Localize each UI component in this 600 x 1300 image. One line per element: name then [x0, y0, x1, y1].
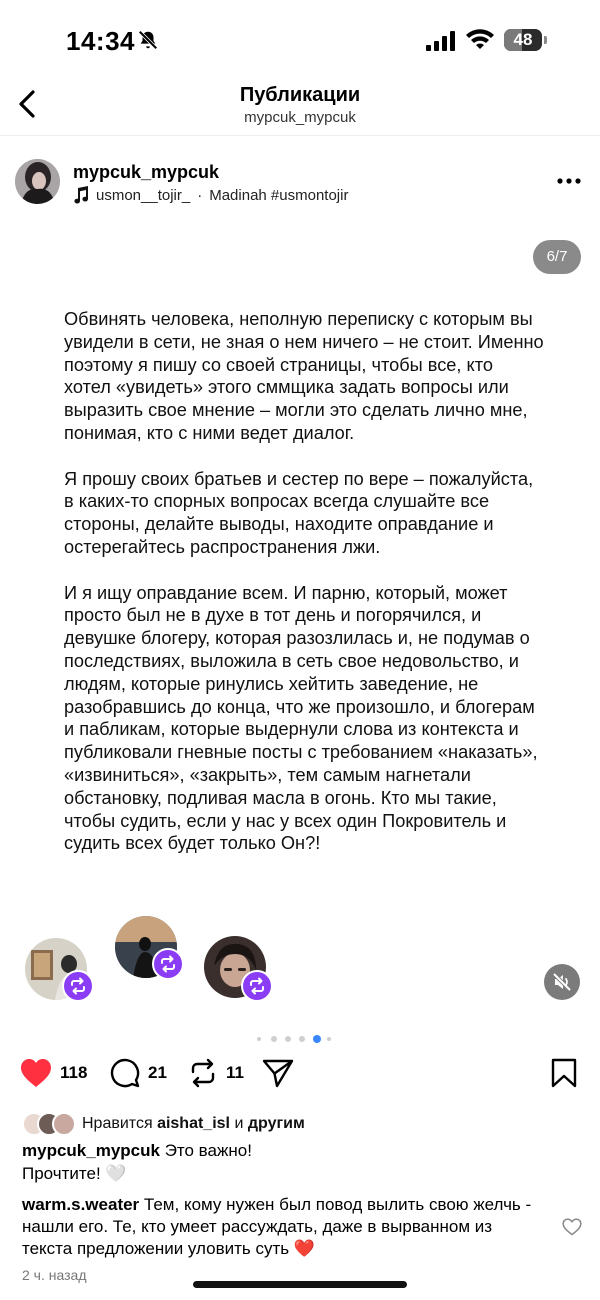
- post-timestamp: 2 ч. назад: [22, 1267, 87, 1283]
- caption-text-2: Прочтите! 🤍: [22, 1164, 127, 1183]
- caption-username[interactable]: mypcuk_mypcuk: [22, 1141, 160, 1160]
- post-media[interactable]: [0, 218, 600, 1018]
- page-title: Публикации: [239, 84, 361, 106]
- comments-count[interactable]: 21: [148, 1063, 167, 1082]
- wifi-icon: [466, 29, 494, 51]
- author-username[interactable]: mypcuk_mypcuk: [73, 162, 220, 182]
- carousel-page-badge: 6/7: [533, 240, 581, 274]
- battery-indicator: [504, 29, 548, 51]
- mute-toggle-button[interactable]: [544, 964, 580, 1000]
- music-separator: ·: [197, 186, 203, 204]
- cellular-signal-icon: [426, 31, 458, 51]
- music-track: Madinah #usmontojir: [209, 186, 349, 204]
- page-subtitle: mypcuk_mypcuk: [244, 109, 356, 126]
- carousel-dot: [313, 1035, 321, 1043]
- collaborator-badge-1: [62, 970, 94, 1002]
- home-indicator[interactable]: [193, 1281, 407, 1288]
- repost-arrows-icon[interactable]: [188, 1058, 218, 1088]
- comment-like-heart-icon[interactable]: [562, 1218, 582, 1236]
- post-paragraph-3: И я ищу оправдание всем. И парню, который, может просто был не в духе в тот день и погорячился, и девушке блогеру, которая разозлилась и, не подумав о последствиях, выложила в сеть свое недовольство, и людям, которые ринулись хейтить заведение, не разобравшись до конца, что же произошло, и блогерам и пабликам, которые выдернули слова из контекста и публиковали гневные посты с требованием «наказать», «извиниться», «закрыть», тем самым нагнетали обстановку, подливая масла в огонь. Кто мы такие, чтобы судить, если у нас у всех один Покровитель и судить всех будет только Он?!: [64, 582, 538, 854]
- post-header: [0, 150, 600, 216]
- more-options-icon[interactable]: [556, 177, 582, 185]
- comment-username[interactable]: warm.s.weater: [22, 1195, 140, 1214]
- post-caption: [22, 1139, 562, 1185]
- collaborator-badge-3: [241, 970, 273, 1002]
- comment-text: Тем, кому нужен был повод вылить свою желчь - нашли его. Те, кто умеет рассуждать, даже в вырванном из текста предложении уловить суть ❤️: [22, 1195, 532, 1258]
- comment-bubble-icon[interactable]: [110, 1058, 140, 1088]
- carousel-dot: [271, 1036, 277, 1042]
- battery-percent: 48: [513, 30, 533, 49]
- likes-count[interactable]: 118: [60, 1063, 88, 1082]
- carousel-dots: [0, 1036, 600, 1044]
- post-paragraph-1: Обвинять человека, неполную переписку с которым вы увидели в сети, не зная о нем ничего – не стоит. Именно поэтому я пишу со своей страницы, чтобы все, кто хотел «увидеть» этого сммщика задать вопросы или выразить свое мнение – могли это сделать лично мне, понимая, кто с ними ведет диалог.: [64, 309, 544, 443]
- bookmark-icon[interactable]: [550, 1058, 578, 1088]
- send-paper-plane-icon[interactable]: [262, 1058, 294, 1088]
- repost-icon: [69, 977, 87, 995]
- nav-header: [0, 80, 600, 136]
- post-paragraph-2: Я прошу своих братьев и сестер по вере – пожалуйста, в каких-то спорных вопросах всегда слушайте все стороны, делайте выводы, находите оправдание и остерегайтесь распространения лжи.: [64, 468, 534, 557]
- share-action: [262, 1058, 294, 1088]
- liked-by-prefix: Нравится: [82, 1115, 153, 1132]
- caption-text: Это важно!: [164, 1141, 252, 1160]
- repost-icon: [159, 955, 177, 973]
- music-artist: usmon__tojir_: [96, 186, 191, 204]
- post-actions: [0, 1058, 600, 1098]
- post-slide-text: [64, 308, 544, 878]
- reposts-count[interactable]: 11: [226, 1063, 244, 1082]
- carousel-dot: [257, 1037, 261, 1041]
- carousel-dot: [299, 1036, 305, 1042]
- music-note-icon: [73, 186, 89, 204]
- author-avatar[interactable]: [15, 159, 60, 204]
- liked-by-line[interactable]: [22, 1110, 305, 1138]
- like-action: [20, 1058, 87, 1088]
- liked-by-user[interactable]: aishat_isl: [157, 1115, 230, 1132]
- speaker-muted-icon: [552, 972, 572, 992]
- liked-by-joiner: и: [234, 1115, 244, 1132]
- carousel-dot: [327, 1037, 331, 1041]
- status-time: 14:34: [66, 26, 135, 56]
- save-action: [550, 1058, 578, 1088]
- carousel-dot: [285, 1036, 291, 1042]
- heart-filled-icon[interactable]: [20, 1058, 52, 1088]
- repost-icon: [248, 977, 266, 995]
- liker-avatar-3: [52, 1112, 76, 1136]
- repost-action: [188, 1058, 244, 1088]
- liked-by-others[interactable]: другим: [247, 1115, 305, 1132]
- music-line[interactable]: [73, 186, 348, 204]
- status-bar: [0, 0, 600, 80]
- bell-muted-icon: [137, 29, 159, 51]
- comment-action: [110, 1058, 167, 1088]
- collaborator-badge-2: [152, 948, 184, 980]
- comment-item: [22, 1194, 532, 1260]
